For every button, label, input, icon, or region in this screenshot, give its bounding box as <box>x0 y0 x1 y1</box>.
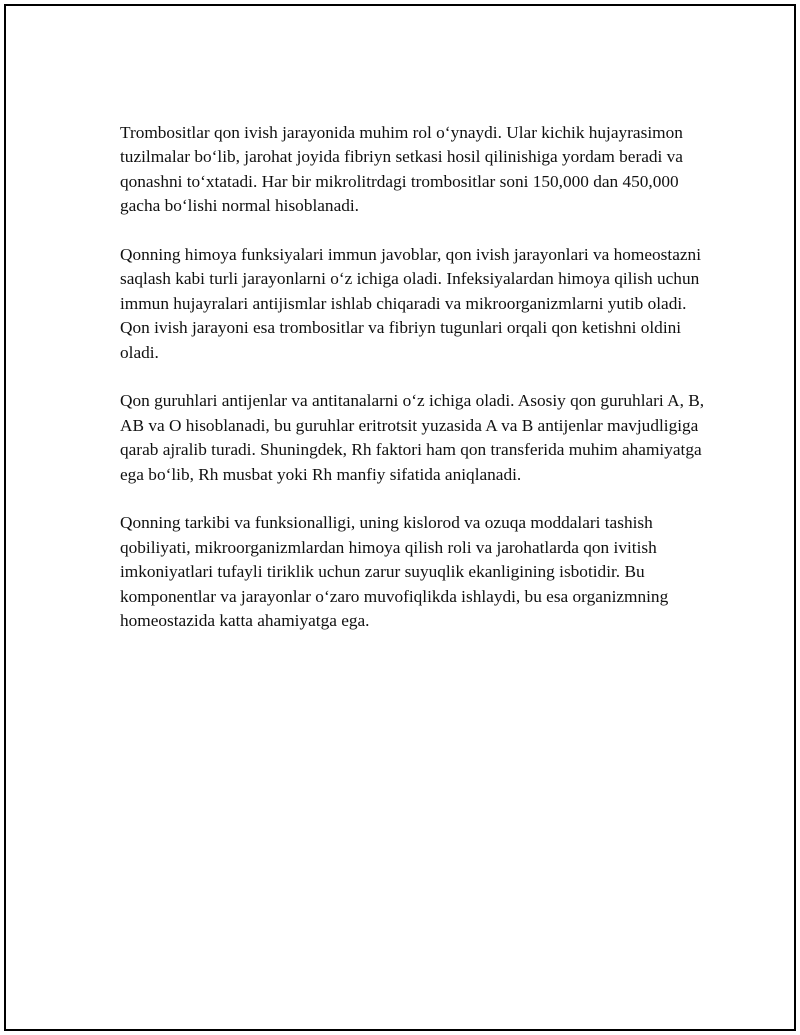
paragraph-blood-groups: Qon guruhlari antijenlar va antitanalarni oʻz ichiga oladi. Asosiy qon guruhlari A, B, AB va O hisoblanadi, bu guruhlar eritrotsit yuzasida A va B antijenlar mavjudligiga qarab ajralib turadi. Shuningdek, Rh faktori ham qon transferida muhim ahamiyatga ega boʻlib, Rh musbat yoki Rh manfiy sifatida aniqlanadi. <box>120 391 705 484</box>
paragraph-protective-functions: Qonning himoya funksiyalari immun javoblar, qon ivish jarayonlari va homeostazni saqlash kabi turli jarayonlarni oʻz ichiga oladi. Infeksiyalardan himoya qilish uchun immun hujayralari antijismlar ishlab chiqaradi va mikroorganizmlarni yutib oladi. Qon ivish jarayoni esa trombositlar va fibriyn tugunlari orqali qon ketishni oldini oladi. <box>120 245 701 362</box>
document-page <box>4 4 796 1031</box>
document-body <box>120 121 705 658</box>
paragraph-conclusion: Qonning tarkibi va funksionalligi, uning kislorod va ozuqa moddalari tashish qobiliyati, mikroorganizmlardan himoya qilish roli va jarohatlarda qon ivitish imkoniyatlari tufayli tiriklik uchun zarur suyuqlik ekanligining isbotidir. Bu komponentlar va jarayonlar oʻzaro muvofiqlikda ishlaydi, bu esa organizmning homeostazida katta ahamiyatga ega. <box>120 513 669 631</box>
paragraph-platelets: Trombositlar qon ivish jarayonida muhim rol oʻynaydi. Ular kichik hujayrasimon tuzilmalar boʻlib, jarohat joyida fibriyn setkasi hosil qilinishiga yordam beradi va qonashni toʻxtatadi. Har bir mikrolitrdagi trombositlar soni 150,000 dan 450,000 gacha boʻlishi normal hisoblanadi. <box>120 123 683 216</box>
